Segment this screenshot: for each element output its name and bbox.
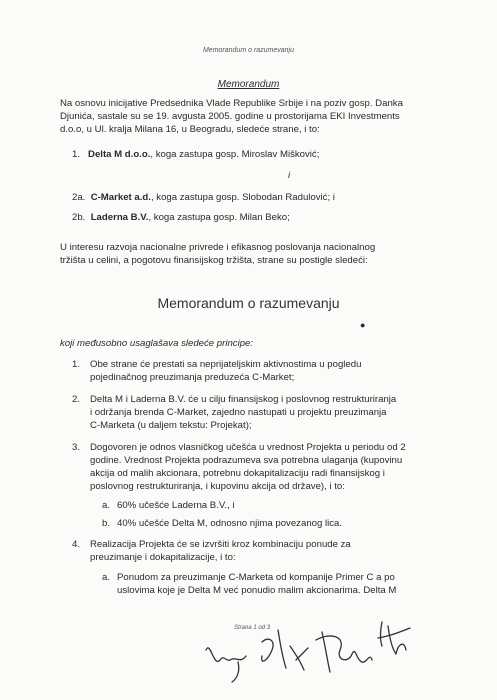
item-line: akcija od malih akcionara, potrebnu dokapitalizaciju radi finansijskog i [90,468,385,479]
item-line: pojedinačnog preuzimanja preduzeća C-Market; [90,372,295,383]
party-number: 2a. [72,192,86,203]
document-title: Memorandum [217,79,280,90]
party-name: C-Market a.d. [90,192,151,203]
principles-intro: koji međusobno usaglašava sledeće principe: [60,338,254,349]
party-name: Delta M d.o.o. [88,149,151,160]
item-line: poslovnog restrukturiranja, i kupovinu akcija od države), i to: [90,481,345,492]
party-representative: , koga zastupa gosp. Miroslav Mišković; [150,149,320,160]
item-line: godine. Vrednost Projekta podrazumeva sva potrebna ulaganja (kupovinu [90,455,403,466]
item-number: 3. [72,442,81,453]
intro-line: Na osnovu inicijative Predsednika Vlade Republike Srbije i na poziv gosp. Danka [60,98,403,109]
subitem-text: 40% učešće Delta M, odnosno njima povezanog lica. [117,518,343,529]
item-line: preuzimanje i dokapitalizacije, i to: [90,552,236,563]
party-representative: , koga zastupa gosp. Slobodan Radulović; i [150,192,335,203]
signature-1 [206,648,246,682]
item-line: Dogovoren je odnos vlasničkog učešća u vrednost Projekta u periodu od 2 [90,442,406,453]
signature-2 [262,630,308,670]
subitem-letter: a. [102,500,111,511]
page-footer: Strana 1 od 3 [234,625,271,631]
item-line: Delta M i Laderna B.V. će u cilju finansijskog i poslovnog restrukturiranja [90,394,397,405]
party-number: 2b. [72,212,86,223]
signature-4 [378,622,410,654]
party-representative: , koga zastupa gosp. Milan Beko; [148,212,290,223]
subitem-letter: a. [102,572,111,583]
intro-line: Djunića, sastale su se 19. avgusta 2005. godine u prostorijama EKI Investments [60,111,400,122]
party-name: Laderna B.V. [90,212,149,223]
subitem-letter: b. [102,518,111,529]
item-number: 2. [72,394,81,405]
memorandum-subtitle: Memorandum o razumevanju [157,295,340,311]
subitem-text: 60% učešće Laderna B.V., i [117,500,235,511]
signature-3 [316,632,372,672]
party-separator: i [288,170,291,181]
running-header: Memorandum o razumevanju [202,47,295,54]
item-line: Obe strane će prestati sa neprijateljskim aktivnostima u pogledu [90,359,362,370]
item-line: Realizacija Projekta će se izvršiti kroz kombinaciju ponude za [90,539,351,550]
subitem-line: Ponudom za preuzimanje C-Marketa od kompanije Primer C a po [117,572,395,583]
interest-line: tržišta u celini, a pogotovu finansijskog tržišta, strane su postigle sledeći: [60,255,368,266]
item-number: 1. [72,359,81,370]
party-number: 1. [72,149,81,160]
item-number: 4. [72,539,81,550]
subitem-line: uslovima koje je Delta M već ponudio malim akcionarima. Delta M [117,585,397,596]
interest-line: U interesu razvoja nacionalne privrede i efikasnog poslovanja nacionalnog [60,242,376,253]
item-line: C-Marketa (u daljem tekstu: Projekat); [90,420,252,431]
stray-mark: ● [360,320,366,330]
item-line: i održanja brenda C-Market, zajedno nastupati u projektu preuzimanja [90,407,387,418]
intro-line: d.o.o, u Ul. kralja Milana 16, u Beogradu, sledeće strane, i to: [60,124,320,135]
